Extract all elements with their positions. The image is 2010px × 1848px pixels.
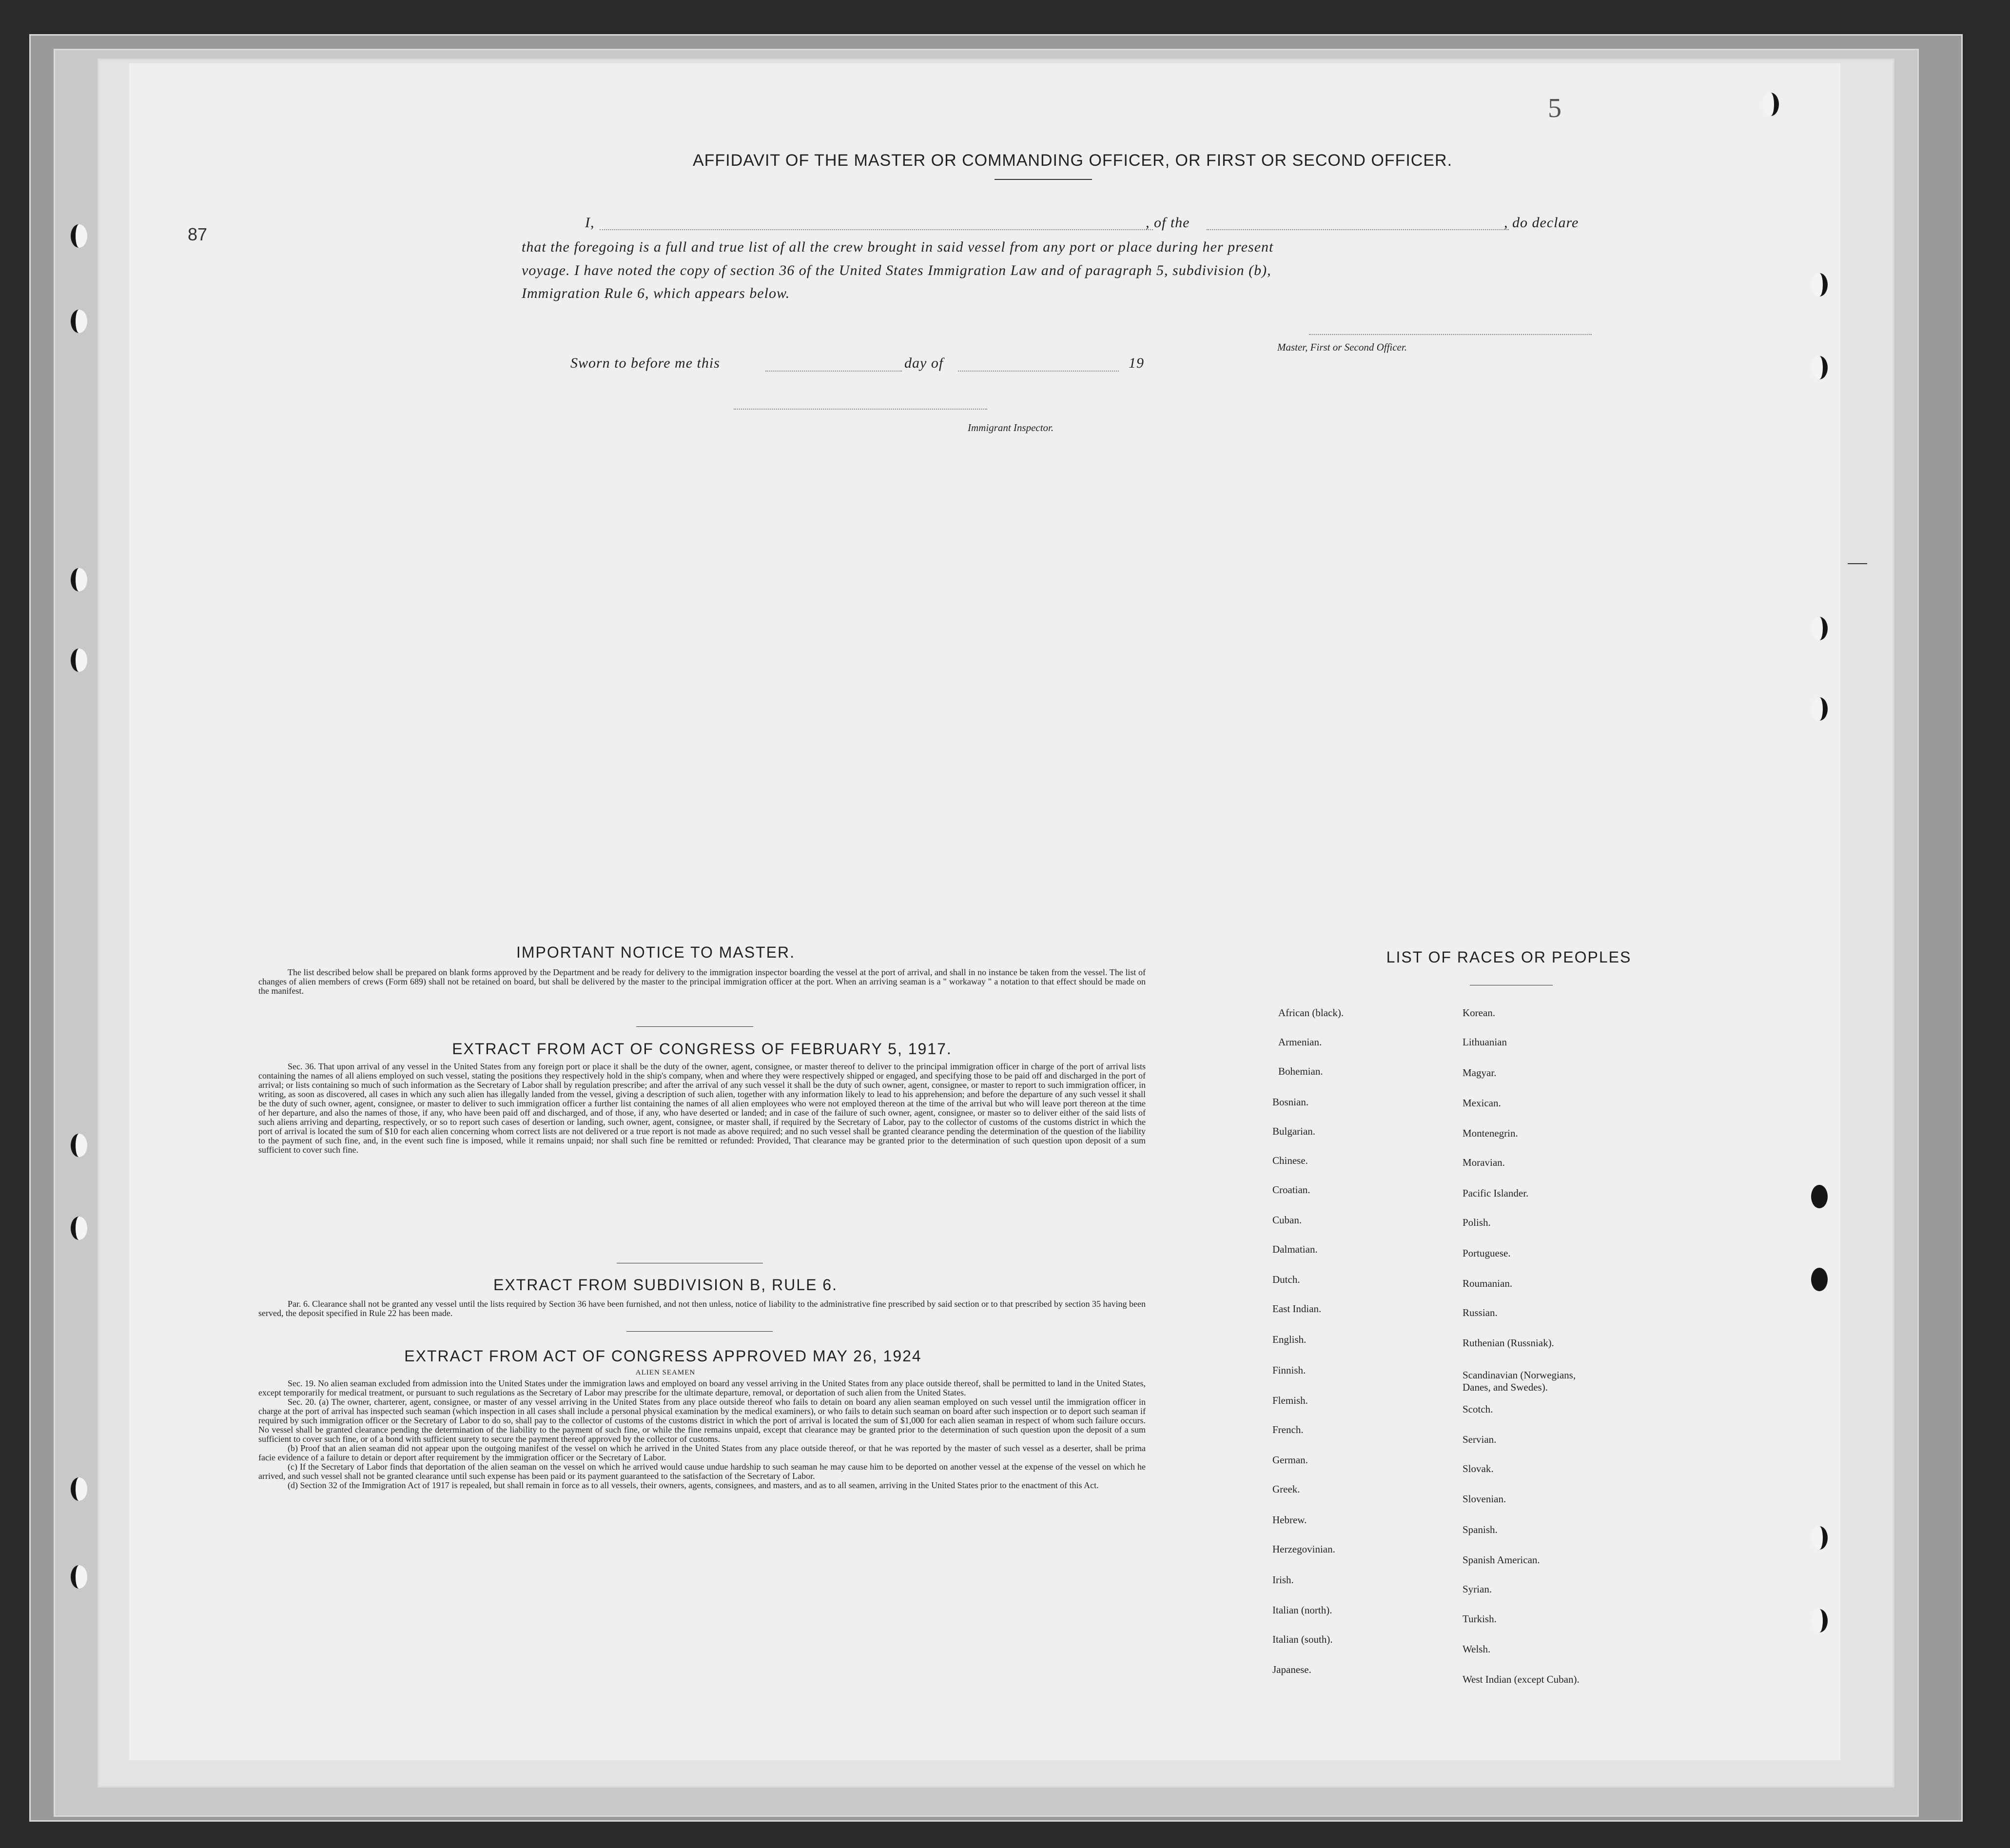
race-item: Roumanian.	[1463, 1278, 1513, 1289]
inspector-signature-line	[734, 409, 987, 410]
binder-hole	[1811, 356, 1828, 379]
race-item: Scotch.	[1463, 1403, 1493, 1415]
affidavit-i-label: I,	[585, 215, 595, 231]
binder-hole	[1811, 1609, 1828, 1632]
race-item: Italian (south).	[1272, 1633, 1333, 1645]
extract-1924-paragraph: (b) Proof that an alien seaman did not appear upon the outgoing manifest of the vessel on which he arrived in the United States from any place outside thereof, or that he was reported by the master of such vessel as a deserter, shall be prima facie evidence of a failure to detain or deport after requirement by the immigration officer or the Secretary of Labor.	[258, 1443, 1146, 1462]
race-item: Servian.	[1463, 1434, 1497, 1445]
race-item: Lithuanian	[1463, 1036, 1507, 1048]
binder-hole	[1762, 93, 1779, 116]
binder-hole	[71, 310, 87, 333]
race-item: Polish.	[1463, 1217, 1491, 1228]
extract-1924-body	[258, 1379, 1146, 1490]
master-signature-label: Master, First or Second Officer.	[1277, 341, 1407, 353]
race-item: Croatian.	[1272, 1184, 1310, 1196]
day-of-label: day of	[904, 355, 944, 371]
race-item: Mexican.	[1463, 1097, 1501, 1109]
race-item: French.	[1272, 1424, 1304, 1435]
section-rule	[636, 1026, 753, 1027]
extract-1924-paragraph: Sec. 19. No alien seaman excluded from admission into the United States under the immigration laws and employed on board any vessel arriving in the United States from any place outside thereof, shall be permitted to land in the United States, except temporarily for medical treatment, or pursuant to such regulations as the Secretary of Labor may prescribe for the ultimate departure, removal, or deportation of such alien from the United States.	[258, 1378, 1146, 1397]
race-item: Flemish.	[1272, 1395, 1308, 1406]
page-number: 5	[1548, 93, 1561, 123]
edge-tick	[1848, 563, 1867, 564]
year-label: 19	[1129, 355, 1144, 371]
notice-title: IMPORTANT NOTICE TO MASTER.	[516, 944, 795, 961]
binder-hole	[1811, 1268, 1828, 1291]
extract-1917-body	[258, 1062, 1146, 1155]
race-item: Dutch.	[1272, 1274, 1300, 1285]
affidavit-declare-label: , do declare	[1504, 215, 1579, 231]
affidavit-of-the-label: , of the	[1146, 215, 1190, 231]
race-item: Korean.	[1463, 1007, 1496, 1019]
race-item: Italian (north).	[1272, 1604, 1332, 1616]
affidavit-line-2: that the foregoing is a full and true list of all the crew brought in said vessel from any port or place during her present	[522, 239, 1274, 255]
inspector-label: Immigrant Inspector.	[968, 422, 1054, 433]
affidavit-line-4: Immigration Rule 6, which appears below.	[522, 285, 790, 301]
sworn-day-blank	[765, 371, 902, 372]
race-item: Spanish American.	[1463, 1554, 1540, 1566]
race-item: Armenian.	[1278, 1036, 1322, 1048]
binder-hole	[1811, 273, 1828, 296]
race-item: Greek.	[1272, 1483, 1300, 1495]
binder-hole	[71, 1565, 87, 1589]
master-signature-line	[1309, 334, 1592, 335]
extract-1917-title: EXTRACT FROM ACT OF CONGRESS OF FEBRUARY 5, 1917.	[452, 1040, 952, 1058]
binder-hole	[1811, 1185, 1828, 1208]
extract-1924-subtitle: ALIEN SEAMEN	[635, 1369, 696, 1376]
name-blank	[600, 229, 1153, 230]
race-item: Welsh.	[1463, 1643, 1491, 1655]
margin-mark: 87	[188, 224, 208, 244]
affidavit-title: AFFIDAVIT OF THE MASTER OR COMMANDING OFFICER, OR FIRST OR SECOND OFFICER.	[692, 151, 1453, 170]
binder-hole	[1811, 617, 1828, 640]
extract-rule6-title: EXTRACT FROM SUBDIVISION B, RULE 6.	[493, 1276, 838, 1294]
title-rule	[995, 179, 1092, 180]
race-item: Hebrew.	[1272, 1514, 1307, 1526]
race-item: Spanish.	[1463, 1524, 1498, 1535]
race-item: Herzegovinian.	[1272, 1543, 1335, 1555]
sworn-label: Sworn to before me this	[570, 355, 720, 371]
affidavit-line-3: voyage. I have noted the copy of section 36 of the United States Immigration Law and of paragraph 5, subdivision (b),	[522, 262, 1271, 278]
notice-paragraph: The list described below shall be prepared on blank forms approved by the Department and be ready for delivery to the immigration inspector boarding the vessel at the port of arrival, and shall in no instance be taken from the vessel. The list of changes of alien members of crews (Form 689) shall not be retained on board, but shall be delivered by the master to the principal immigration officer at the port. When an arriving seaman is a " workaway " a notation to that effect should be made on the manifest.	[258, 967, 1146, 996]
race-item: West Indian (except Cuban).	[1463, 1673, 1580, 1685]
race-item: Slovak.	[1463, 1463, 1494, 1474]
binder-hole	[71, 224, 87, 248]
sworn-month-blank	[958, 371, 1119, 372]
race-item: African (black).	[1278, 1007, 1344, 1019]
manifest-page	[129, 63, 1840, 1760]
race-item: Ruthenian (Russniak).	[1463, 1337, 1554, 1349]
binder-hole	[1811, 1526, 1828, 1550]
race-item: Moravian.	[1463, 1157, 1505, 1168]
race-item: Dalmatian.	[1272, 1243, 1318, 1255]
race-item: German.	[1272, 1454, 1308, 1466]
race-item: Scandinavian (Norwegians, Danes, and Swedes).	[1463, 1369, 1576, 1393]
race-item: Slovenian.	[1463, 1493, 1506, 1505]
race-item: Montenegrin.	[1463, 1127, 1518, 1139]
race-item: Magyar.	[1463, 1067, 1497, 1079]
race-item: Irish.	[1272, 1574, 1294, 1586]
race-item: Portuguese.	[1463, 1247, 1511, 1259]
extract-1924-paragraph: Sec. 20. (a) The owner, charterer, agent, consignee, or master of any vessel arriving in the United States from any place outside thereof who fails to detain on board any alien seaman employed on such vessel until the immigration officer in charge at the port of arrival has inspected such seaman (which inspection in all cases shall include a personal physical examination by the medical examiners), or who fails to detain such seaman on board after such inspection or to deport such seaman if required by such immigration officer or the Secretary of Labor to do so, shall pay to the collector of customs of the customs district in which the port of arrival is located the sum of $1,000 for each alien seaman in respect of whom such failure occurs. No vessel shall be granted clearance pending the determination of the liability to the payment of such fine, or while the fine remains unpaid, except that clearance may be granted prior to the determination of such question upon the deposit of a sum sufficient to cover such fine, or of a bond with sufficient surety to secure the payment thereof approved by the collector of customs.	[258, 1397, 1146, 1444]
race-item: Syrian.	[1463, 1583, 1492, 1595]
race-item: English.	[1272, 1334, 1307, 1345]
binder-hole	[71, 1217, 87, 1240]
notice-body	[258, 968, 1146, 996]
section-rule	[626, 1331, 773, 1332]
binder-hole	[71, 568, 87, 591]
binder-hole	[1811, 697, 1828, 721]
binder-hole	[71, 1477, 87, 1501]
race-item: Japanese.	[1272, 1664, 1311, 1675]
race-item: Pacific Islander.	[1463, 1187, 1529, 1199]
race-item: Cuban.	[1272, 1214, 1302, 1226]
extract-1917-paragraph: Sec. 36. That upon arrival of any vessel in the United States from any foreign port or place it shall be the duty of the owner, agent, consignee, or master thereof to deliver to the principal immigration officer in charge of the port of arrival lists containing the names of all aliens employed on such vessel, stating the positions they respectively hold in the ship's company, when and where they were respectively shipped or engaged, and specifying those to be paid off and discharged in the port of arrival; or lists containing so much of such information as the Secretary of Labor shall by regulation prescribe; and after the arrival of any such vessel it shall be the duty of such owner, agent, consignee, or master to report to such immigration officer, in writing, as soon as discovered, all cases in which any such alien has illegally landed from the vessel, giving a description of such alien, together with any information likely to lead to his apprehension; and before the departure of any such vessel it shall be the duty of such owner, agent, consignee, or master to deliver to such immigration officer a further list containing the names of all alien employees who were not employed thereon at the time of the arrival but who will leave port thereon at the time of her departure, and also the names of those, if any, who have been paid off and discharged, and of those, if any, who have deserted or landed; and in case of the failure of such owner, agent, consignee, or master so to deliver either of the said lists of such aliens arriving and departing, respectively, or so to report such cases of desertion or landing, such owner, agent, consignee, or master shall, if required by the Secretary of Labor, pay to the collector of customs of the customs district in which the port of arrival is located the sum of $10 for each alien concerning whom correct lists are not delivered or a true report is not made as above required; and no such vessel shall be granted clearance pending the determination of the question of the liability to the payment of such fine, and, in the event such fine is imposed, while it remains unpaid; nor shall such fine be remitted or refunded: Provided, That clearance may be granted prior to the determination of such question upon deposit of a sum sufficient to cover such fine.	[258, 1062, 1146, 1155]
extract-1924-paragraph: (d) Section 32 of the Immigration Act of 1917 is repealed, but shall remain in force as to all vessels, their owners, agents, consignees, and masters, and as to all seamen, arriving in the United States prior to the enactment of this Act.	[288, 1480, 1099, 1490]
race-item: Bulgarian.	[1272, 1125, 1316, 1137]
race-item: Bosnian.	[1272, 1096, 1309, 1108]
extract-1924-title: EXTRACT FROM ACT OF CONGRESS APPROVED MAY 26, 1924	[404, 1347, 922, 1365]
extract-rule6-paragraph: Par. 6. Clearance shall not be granted any vessel until the lists required by Section 36 have been furnished, and not then unless, notice of liability to the administrative fine prescribed by said section or to that prescribed by section 35 having been served, the deposit specified in Rule 22 has been made.	[258, 1299, 1146, 1318]
extract-rule6-body	[258, 1299, 1146, 1318]
vessel-blank	[1207, 229, 1509, 230]
binder-hole	[71, 1134, 87, 1157]
race-item: Russian.	[1463, 1307, 1498, 1318]
extract-1924-paragraph: (c) If the Secretary of Labor finds that deportation of the alien seaman on the vessel on which he arrived would cause undue hardship to such seaman he may cause him to be deported on another vessel at the expense of the vessel on which he arrived, and such vessel shall not be granted clearance until such expense has been paid or its payment guaranteed to the satisfaction of the Secretary of Labor.	[258, 1462, 1146, 1481]
races-title: LIST OF RACES OR PEOPLES	[1386, 948, 1632, 966]
race-item: Chinese.	[1272, 1155, 1308, 1166]
race-item: Finnish.	[1272, 1364, 1306, 1376]
race-item: East Indian.	[1272, 1303, 1322, 1315]
race-item: Bohemian.	[1278, 1065, 1323, 1077]
race-item: Turkish.	[1463, 1613, 1497, 1625]
binder-hole	[71, 649, 87, 672]
